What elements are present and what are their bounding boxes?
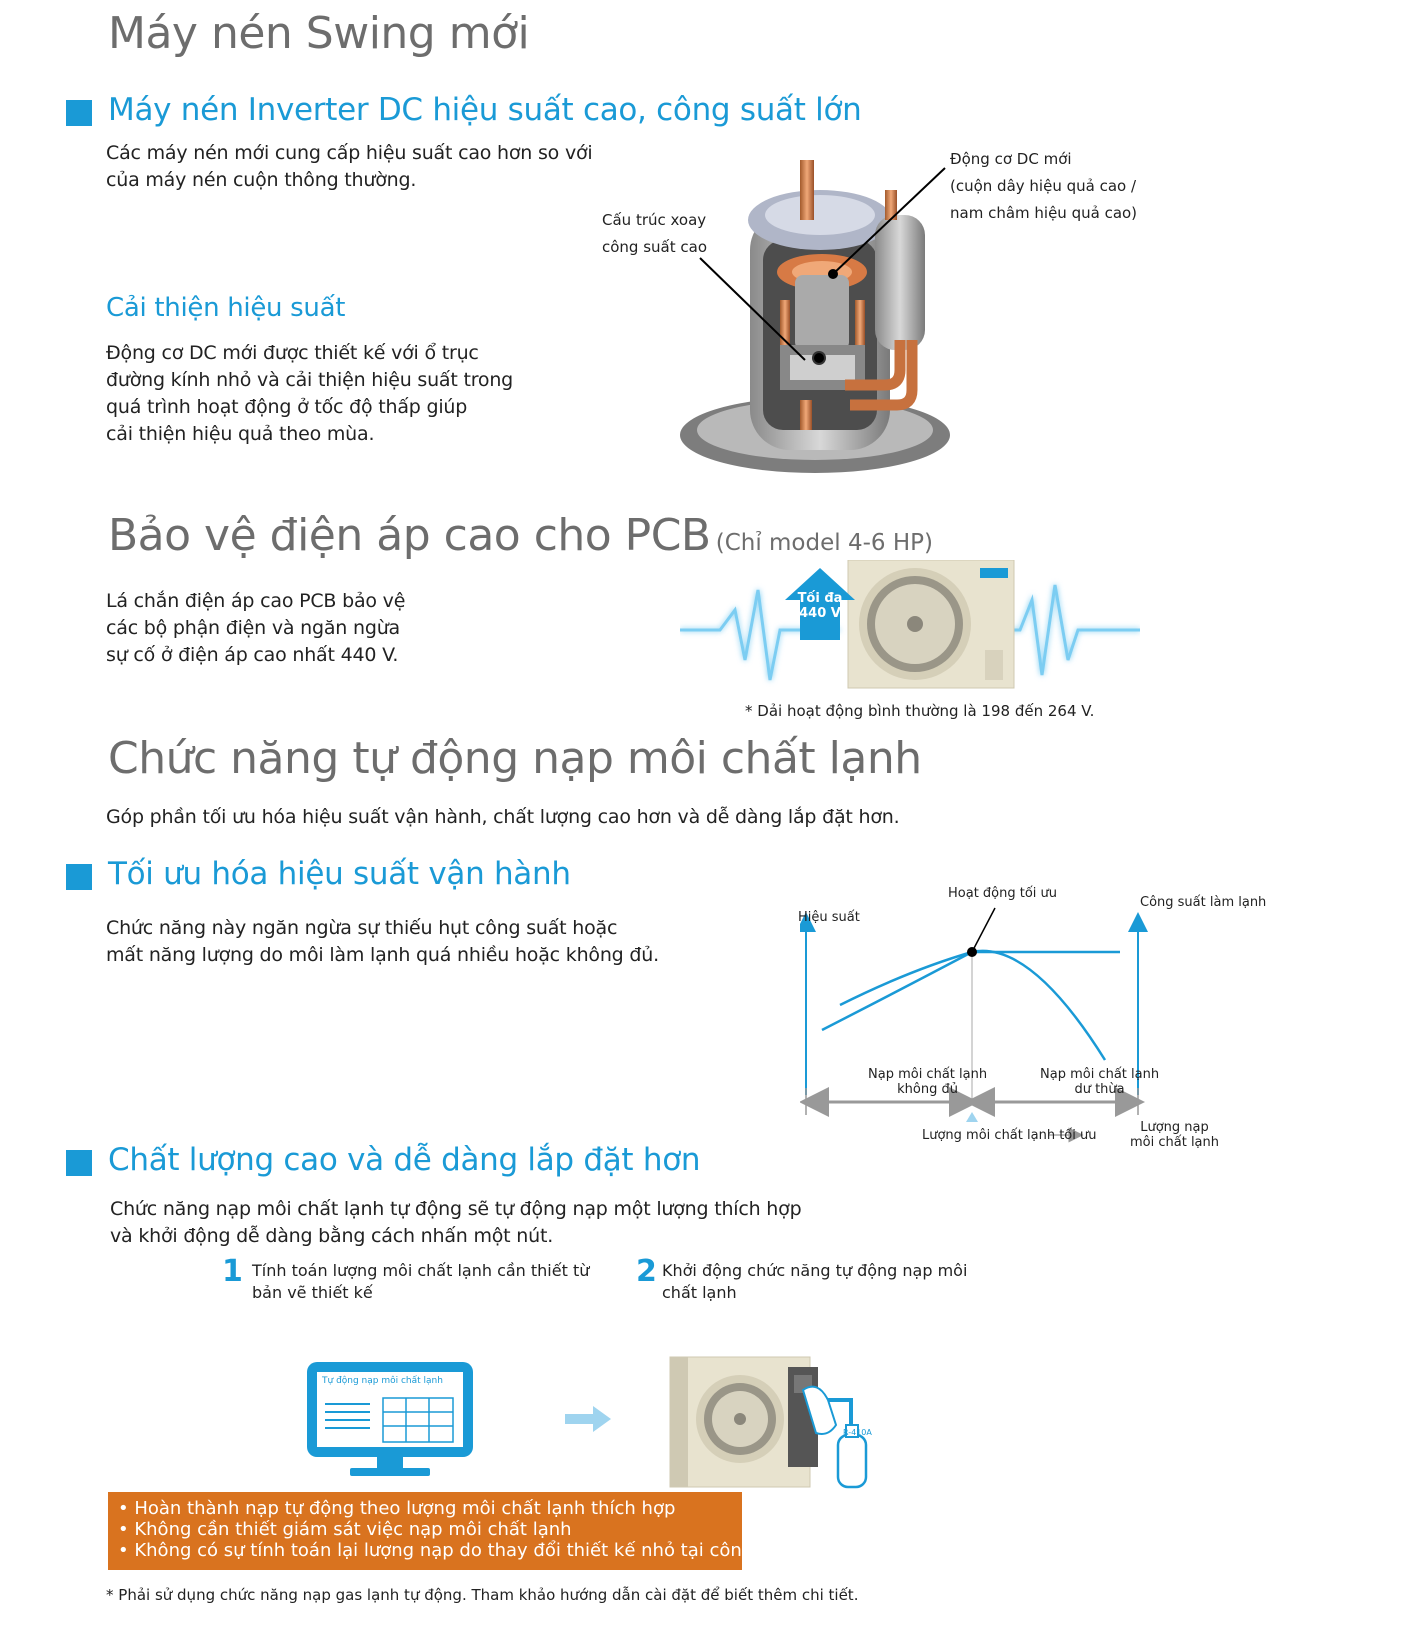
pcb-title-row [108, 510, 933, 561]
step-1-text: Tính toán lượng môi chất lạnh cần thiết từ bản vẽ thiết kế [252, 1261, 590, 1302]
step-2-text: Khởi động chức năng tự động nạp môi chất lạnh [662, 1261, 968, 1302]
diagram-over: Nạp môi chất lạnh dư thừa [1040, 1067, 1160, 1097]
charge-intro: Góp phần tối ưu hóa hiệu suất vận hành, chất lượng cao hơn và dễ dàng lắp đặt hơn. [106, 806, 900, 828]
efficiency-body: Động cơ DC mới được thiết kế với ổ trục đường kính nhỏ và cải thiện hiệu suất trong quá trình hoạt động ở tốc độ thấp giúp cải thiện hiệu quả theo mùa. [106, 342, 514, 445]
tank-label: R-410A [843, 1428, 872, 1437]
quality-body: Chức năng nạp môi chất lạnh tự động sẽ tự động nạp một lượng thích hợp và khởi động dễ dàng bằng cách nhấn một nút. [110, 1198, 802, 1247]
diagram-under: Nạp môi chất lạnh không đủ [868, 1067, 988, 1097]
inverter-body: Các máy nén mới cung cấp hiệu suất cao hơn so với của máy nén cuộn thông thường. [106, 142, 593, 191]
diagram-optimal-amount: Lượng môi chất lạnh tối ưu [922, 1128, 1097, 1143]
diagram-optimum: Hoạt động tối ưu [948, 886, 1058, 901]
outdoor-unit-charging-illustration [668, 1355, 898, 1490]
pcb-body: Lá chắn điện áp cao PCB bảo vệ các bộ phận điện và ngăn ngừa sự cố ở điện áp cao nhất 440 V. [106, 590, 406, 666]
pcb-title-note: (Chỉ model 4-6 HP) [715, 530, 933, 556]
optimize-body: Chức năng này ngăn ngừa sự thiếu hụt công suất hoặc mất năng lượng do môi làm lạnh quá nhiều hoặc không đủ. [106, 917, 659, 966]
bullet-square [66, 1150, 92, 1176]
step-2-number: 2 [636, 1254, 657, 1289]
bullet-square [66, 100, 92, 126]
pcb-illustration [680, 560, 1140, 700]
step-1-number: 1 [222, 1254, 243, 1289]
arrow-right-icon [565, 1406, 615, 1432]
arrow-label: Tối đa 440 V [797, 591, 843, 621]
charge-footnote: * Phải sử dụng chức năng nạp gas lạnh tự động. Tham khảo hướng dẫn cài đặt để biết thêm chi tiết. [106, 1586, 859, 1604]
inverter-heading: Máy nén Inverter DC hiệu suất cao, công suất lớn [108, 92, 862, 128]
diagram-y-left: Hiệu suất [798, 910, 860, 925]
bullet-square [66, 864, 92, 890]
efficiency-heading: Cải thiện hiệu suất [106, 293, 346, 323]
diagram-x-axis: Lượng nạp môi chất lạnh [1130, 1120, 1220, 1150]
diagram-y-right: Công suất làm lạnh [1140, 895, 1267, 910]
swing-title: Máy nén Swing mới [108, 8, 530, 59]
label-motor: Động cơ DC mới (cuộn dây hiệu quả cao / nam châm hiệu quả cao) [950, 150, 1138, 222]
screen-title: Tự động nạp môi chất lạnh [322, 1376, 443, 1386]
pcb-title: Bảo vệ điện áp cao cho PCB [108, 510, 711, 561]
benefit-item: • Không có sự tính toán lại lượng nạp do thay đổi thiết kế nhỏ tại công trình [118, 1540, 802, 1561]
quality-heading: Chất lượng cao và dễ dàng lắp đặt hơn [108, 1142, 701, 1178]
optimize-heading: Tối ưu hóa hiệu suất vận hành [108, 856, 571, 892]
benefit-item: • Hoàn thành nạp tự động theo lượng môi chất lạnh thích hợp [118, 1498, 676, 1519]
benefit-item: • Không cần thiết giám sát việc nạp môi chất lạnh [118, 1519, 572, 1540]
label-scroll: Cấu trúc xoay công suất cao [602, 211, 707, 256]
benefits-box [108, 1492, 802, 1570]
charge-title: Chức năng tự động nạp môi chất lạnh [108, 733, 922, 784]
pcb-footnote: * Dải hoạt động bình thường là 198 đến 264 V. [745, 702, 1095, 720]
